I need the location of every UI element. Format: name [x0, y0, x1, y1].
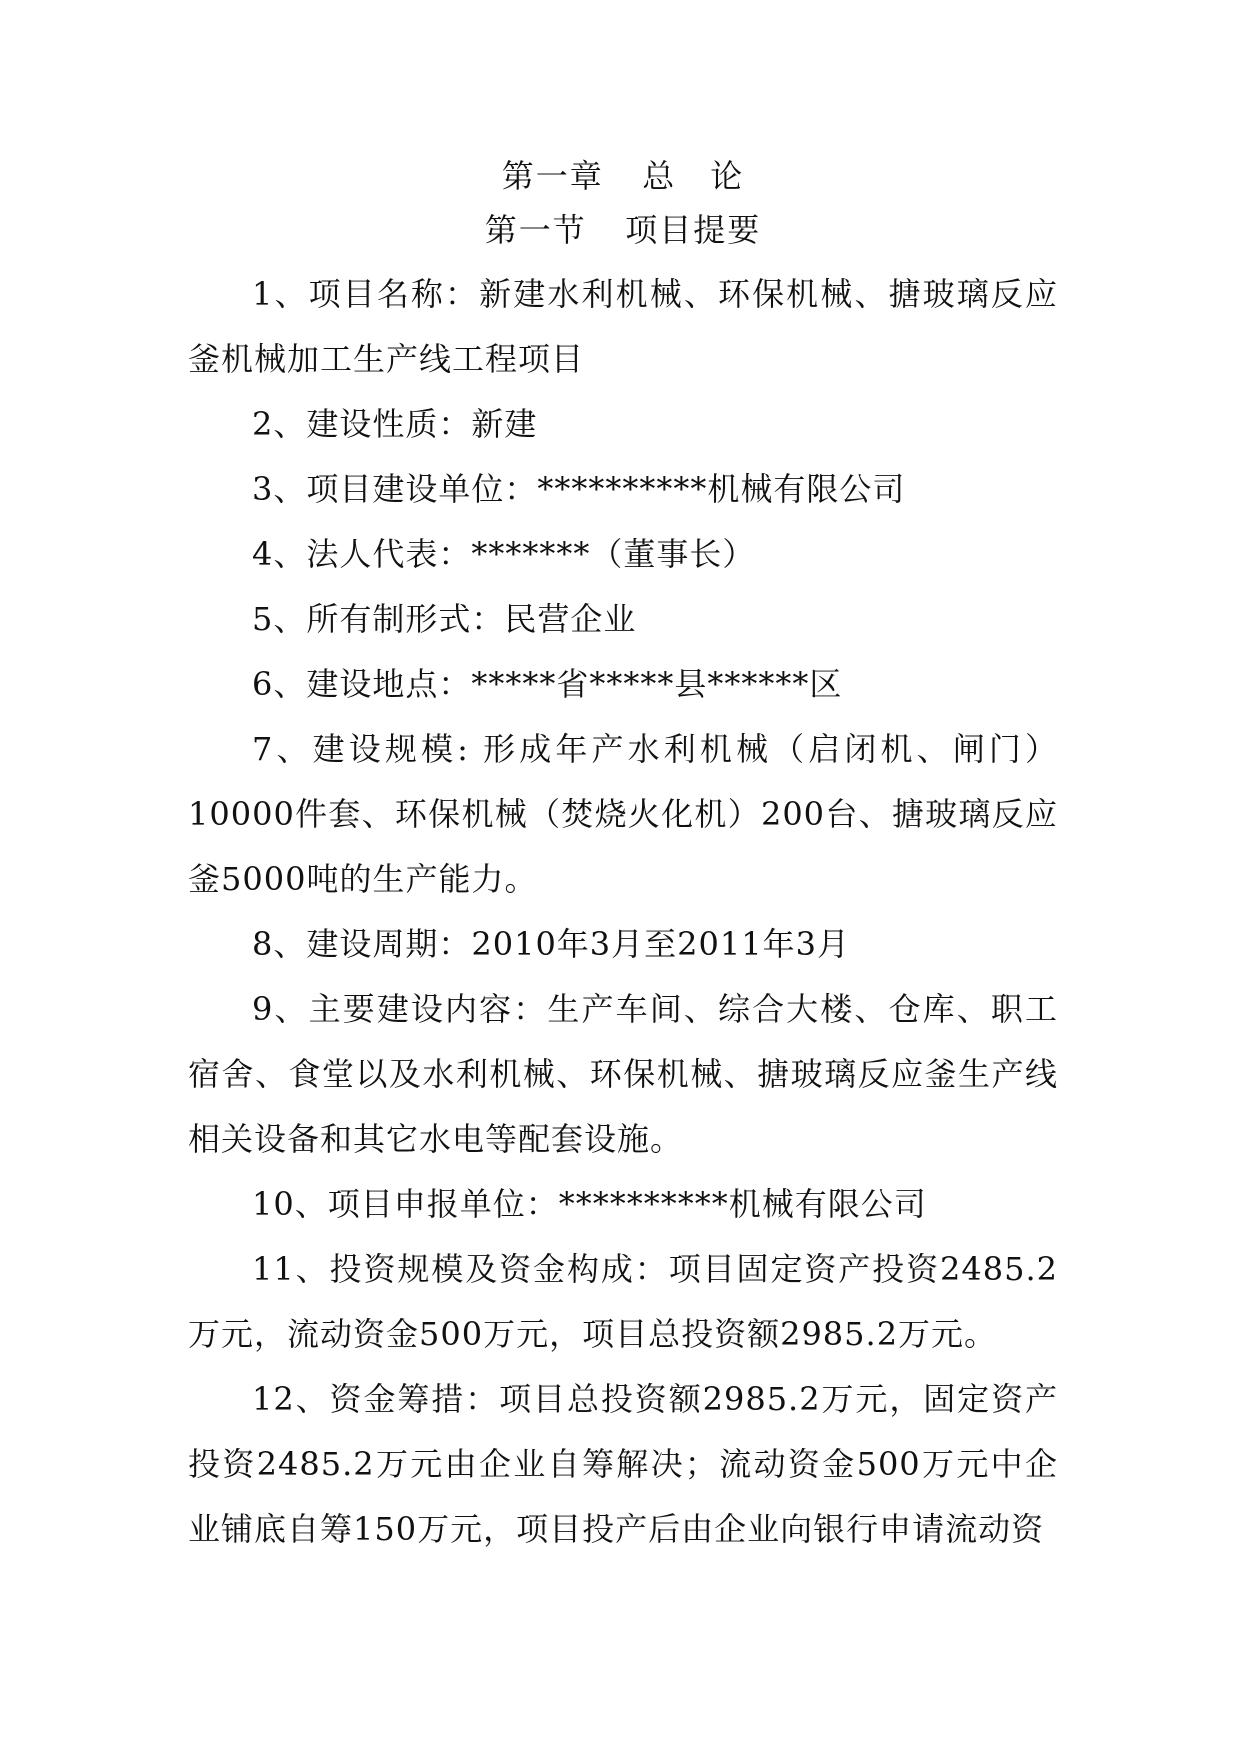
paragraph-fund-raising: 12、资金筹措：项目总投资额2985.2万元，固定资产投资2485.2万元由企业自筹解决；流动资金500万元中企业铺底自筹150万元，项目投产后由企业向银行申请流动资	[188, 1380, 1058, 1548]
paragraph-investment-scale: 11、投资规模及资金构成：项目固定资产投资2485.2万元，流动资金500万元，项目总投资额2985.2万元。	[188, 1250, 1058, 1353]
paragraph-project-name: 1、项目名称：新建水利机械、环保机械、搪玻璃反应釜机械加工生产线工程项目	[188, 275, 1058, 378]
paragraph-main-content: 9、主要建设内容：生产车间、综合大楼、仓库、职工宿舍、食堂以及水利机械、环保机械、搪玻璃反应釜生产线相关设备和其它水电等配套设施。	[188, 990, 1058, 1158]
paragraph-ownership-form: 5、所有制形式：民营企业	[252, 600, 637, 638]
paragraph-construction-unit: 3、项目建设单位：**********机械有限公司	[252, 470, 906, 508]
chapter-name: 总 论	[642, 157, 745, 195]
chapter-number: 第一章	[501, 157, 604, 195]
paragraph-applicant-unit: 10、项目申报单位：**********机械有限公司	[252, 1185, 927, 1223]
paragraph-construction-nature: 2、建设性质：新建	[252, 405, 538, 443]
chapter-title	[188, 152, 1058, 200]
paragraph-construction-period: 8、建设周期：2010年3月至2011年3月	[252, 925, 850, 963]
section-number: 第一节	[484, 211, 587, 249]
section-name: 项目提要	[625, 211, 762, 249]
paragraph-construction-location: 6、建设地点：*****省*****县******区	[252, 665, 843, 703]
paragraph-legal-representative: 4、法人代表：*******（董事长）	[252, 535, 756, 573]
paragraph-construction-scale: 7、建设规模: 形成年产水利机械（启闭机、闸门）10000件套、环保机械（焚烧火化机）200台、搪玻璃反应釜5000吨的生产能力。	[188, 730, 1058, 898]
document-page	[188, 140, 1058, 1562]
section-title	[188, 206, 1058, 254]
